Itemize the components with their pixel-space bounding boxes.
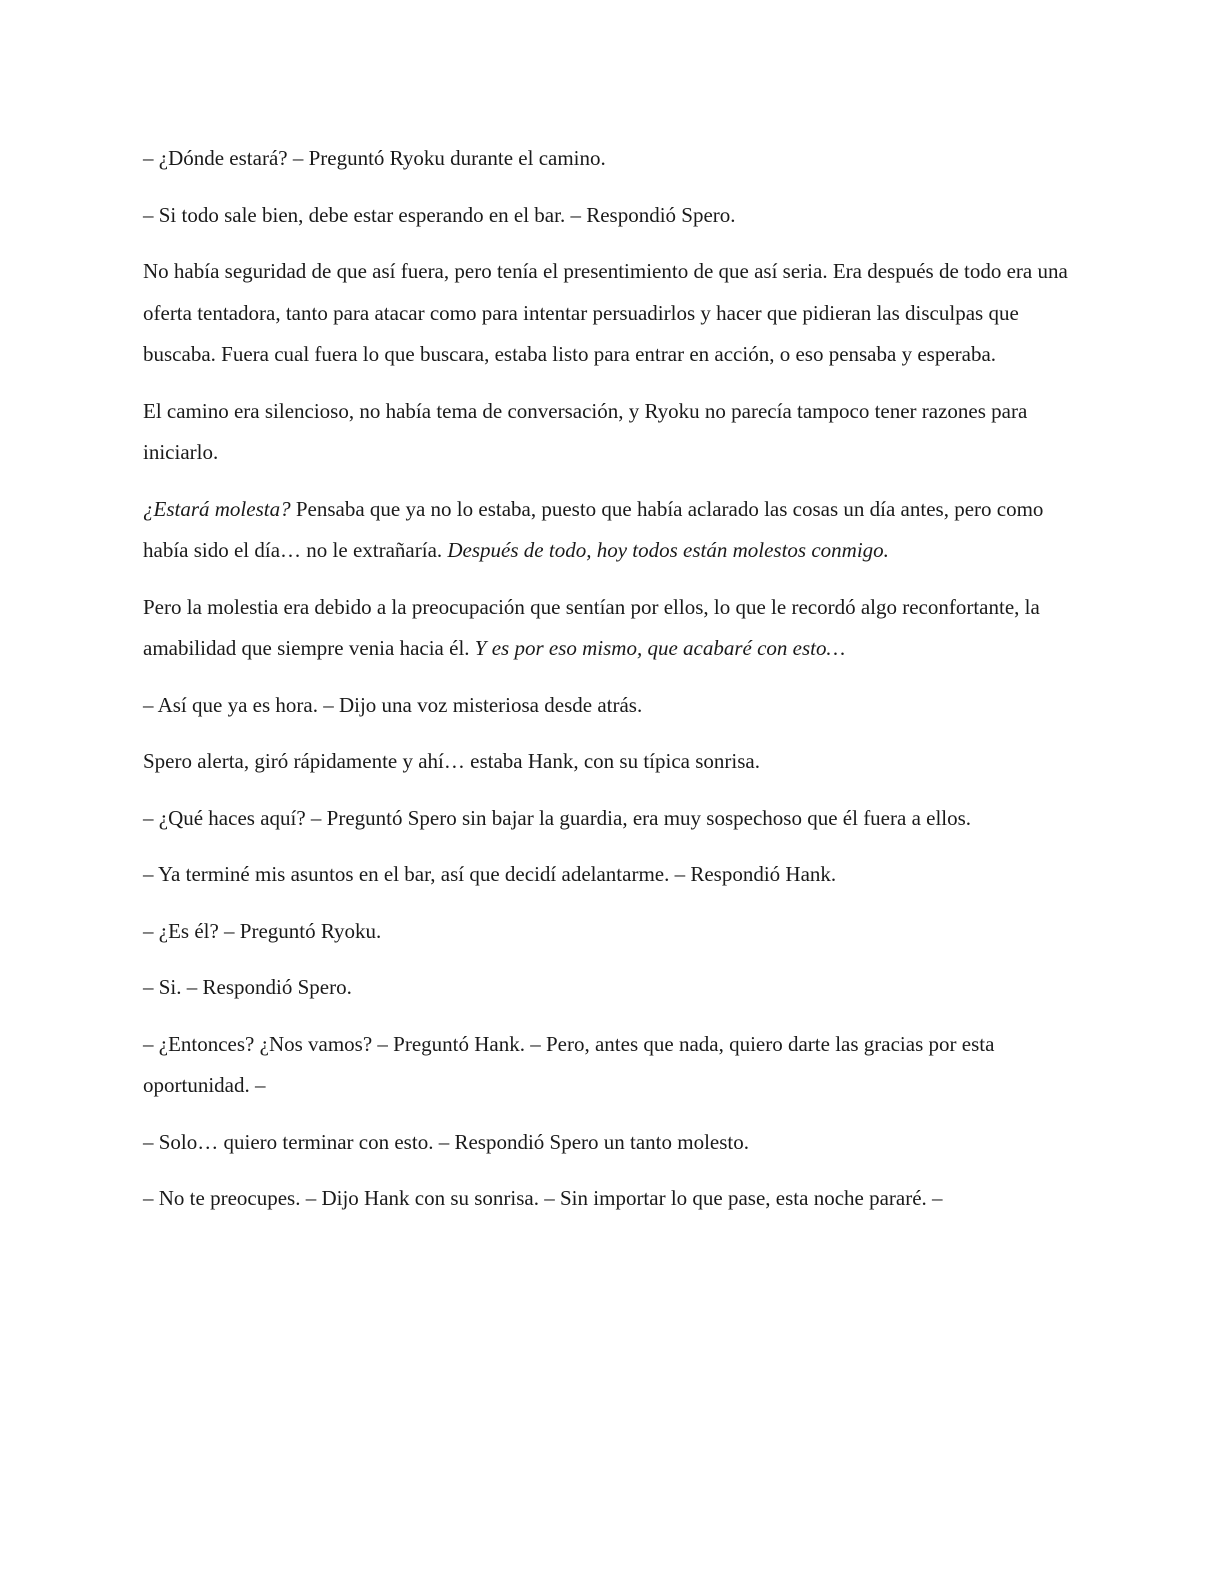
paragraph-11: – ¿Es él? – Preguntó Ryoku.: [143, 918, 382, 943]
paragraph-8: Spero alerta, giró rápidamente y ahí… estaba Hank, con su típica sonrisa.: [143, 749, 760, 773]
paragraph-15: – No te preocupes. – Dijo Hank con su sonrisa. – Sin importar lo que pase, esta noche pararé. –: [143, 1186, 943, 1210]
italic-thought: Y es por eso mismo, que acabaré con esto…: [474, 636, 846, 660]
paragraph-9: – ¿Qué haces aquí? – Preguntó Spero sin bajar la guardia, era muy sospechoso que él fuera a ellos.: [143, 805, 972, 830]
paragraph-12: – Si. – Respondió Spero.: [143, 975, 352, 999]
paragraph-2: – Si todo sale bien, debe estar esperando en el bar. – Respondió Spero.: [143, 202, 736, 227]
body-text: [143, 138, 1078, 1235]
paragraph-6: Pero la molestia era debido a la preocupación que sentían por ellos, lo que le recordó algo reconfortante, la amabilidad que siempre venia hacia él. Y es por eso mismo, que acabaré con esto…: [143, 594, 1040, 660]
paragraph-5: ¿Estará molesta? Pensaba que ya no lo estaba, puesto que había aclarado las cosas un día antes, pero como había sido el día… no le extrañaría. Después de todo, hoy todos están molestos conmigo.: [143, 496, 1044, 562]
paragraph-14: – Solo… quiero terminar con esto. – Respondió Spero un tanto molesto.: [143, 1129, 750, 1154]
paragraph-1: – ¿Dónde estará? – Preguntó Ryoku durante el camino.: [143, 146, 606, 170]
paragraph-3: No había seguridad de que así fuera, pero tenía el presentimiento de que así seria. Era después de todo era una oferta tentadora, tanto para atacar como para intentar persuadirlos y hacer que pidieran las disculpas que buscaba. Fuera cual fuera lo que buscara, estaba listo para entrar en acción, o eso pensaba y esperaba.: [143, 259, 1068, 366]
paragraph-13: – ¿Entonces? ¿Nos vamos? – Preguntó Hank. – Pero, antes que nada, quiero darte las gracias por esta oportunidad. –: [143, 1031, 995, 1097]
italic-thought: ¿Estará molesta?: [143, 496, 291, 521]
italic-thought: Después de todo, hoy todos están molestos conmigo.: [447, 538, 889, 562]
paragraph-10: – Ya terminé mis asuntos en el bar, así que decidí adelantarme. – Respondió Hank.: [143, 862, 837, 886]
paragraph-4: El camino era silencioso, no había tema de conversación, y Ryoku no parecía tampoco tener razones para iniciarlo.: [143, 398, 1028, 464]
paragraph-7: – Así que ya es hora. – Dijo una voz misteriosa desde atrás.: [143, 692, 643, 717]
